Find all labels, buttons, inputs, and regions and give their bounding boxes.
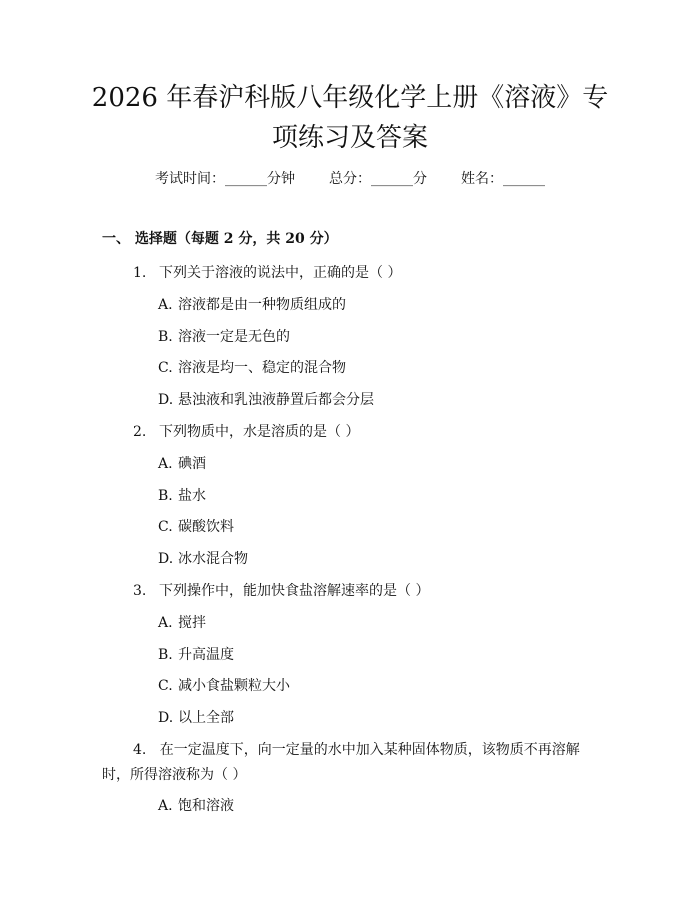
exam-time-field: 考试时间：______分钟 [155, 171, 295, 187]
question-text: 下列关于溶液的说法中，正确的是（ ） [159, 265, 402, 281]
question-1 [133, 262, 401, 282]
option-3d: D. 以上全部 [158, 710, 234, 726]
option-2b: B. 盐水 [158, 488, 206, 504]
option-3a: A. 搅拌 [158, 615, 206, 631]
option-1d: D. 悬浊液和乳浊液静置后都会分层 [158, 392, 374, 408]
question-number: 4. [133, 742, 147, 758]
question-4 [102, 738, 602, 788]
page-title [60, 78, 640, 158]
question-number: 2. [133, 424, 147, 440]
question-text: 下列物质中，水是溶质的是（ ） [159, 424, 360, 440]
exam-score-field: 总分：______分 [329, 171, 427, 187]
option-2c: C. 碳酸饮料 [158, 519, 234, 535]
option-3c: C. 减小食盐颗粒大小 [158, 678, 290, 694]
title-line-1: 2026 年春沪科版八年级化学上册《溶液》专 [91, 83, 609, 113]
question-3 [133, 580, 429, 600]
option-1c: C. 溶液是均一、稳定的混合物 [158, 360, 346, 376]
question-number: 1. [133, 265, 147, 281]
option-2a: A. 碘酒 [158, 456, 206, 472]
exam-info [0, 168, 700, 188]
section-heading: 一、 选择题（每题 2 分，共 20 分） [102, 231, 338, 247]
option-1b: B. 溶液一定是无色的 [158, 329, 290, 345]
question-2 [133, 421, 359, 441]
question-number: 3. [133, 583, 147, 599]
question-text: 在一定温度下，向一定量的水中加入某种固体物质，该物质不再溶解时，所得溶液称为（ ） [102, 742, 580, 783]
option-3b: B. 升高温度 [158, 647, 234, 663]
student-name-field: 姓名：______ [461, 171, 545, 187]
question-text: 下列操作中，能加快食盐溶解速率的是（ ） [159, 583, 430, 599]
option-4a: A. 饱和溶液 [158, 798, 234, 814]
option-1a: A. 溶液都是由一种物质组成的 [158, 297, 346, 313]
option-2d: D. 冰水混合物 [158, 551, 248, 567]
title-line-2: 项练习及答案 [271, 123, 428, 153]
